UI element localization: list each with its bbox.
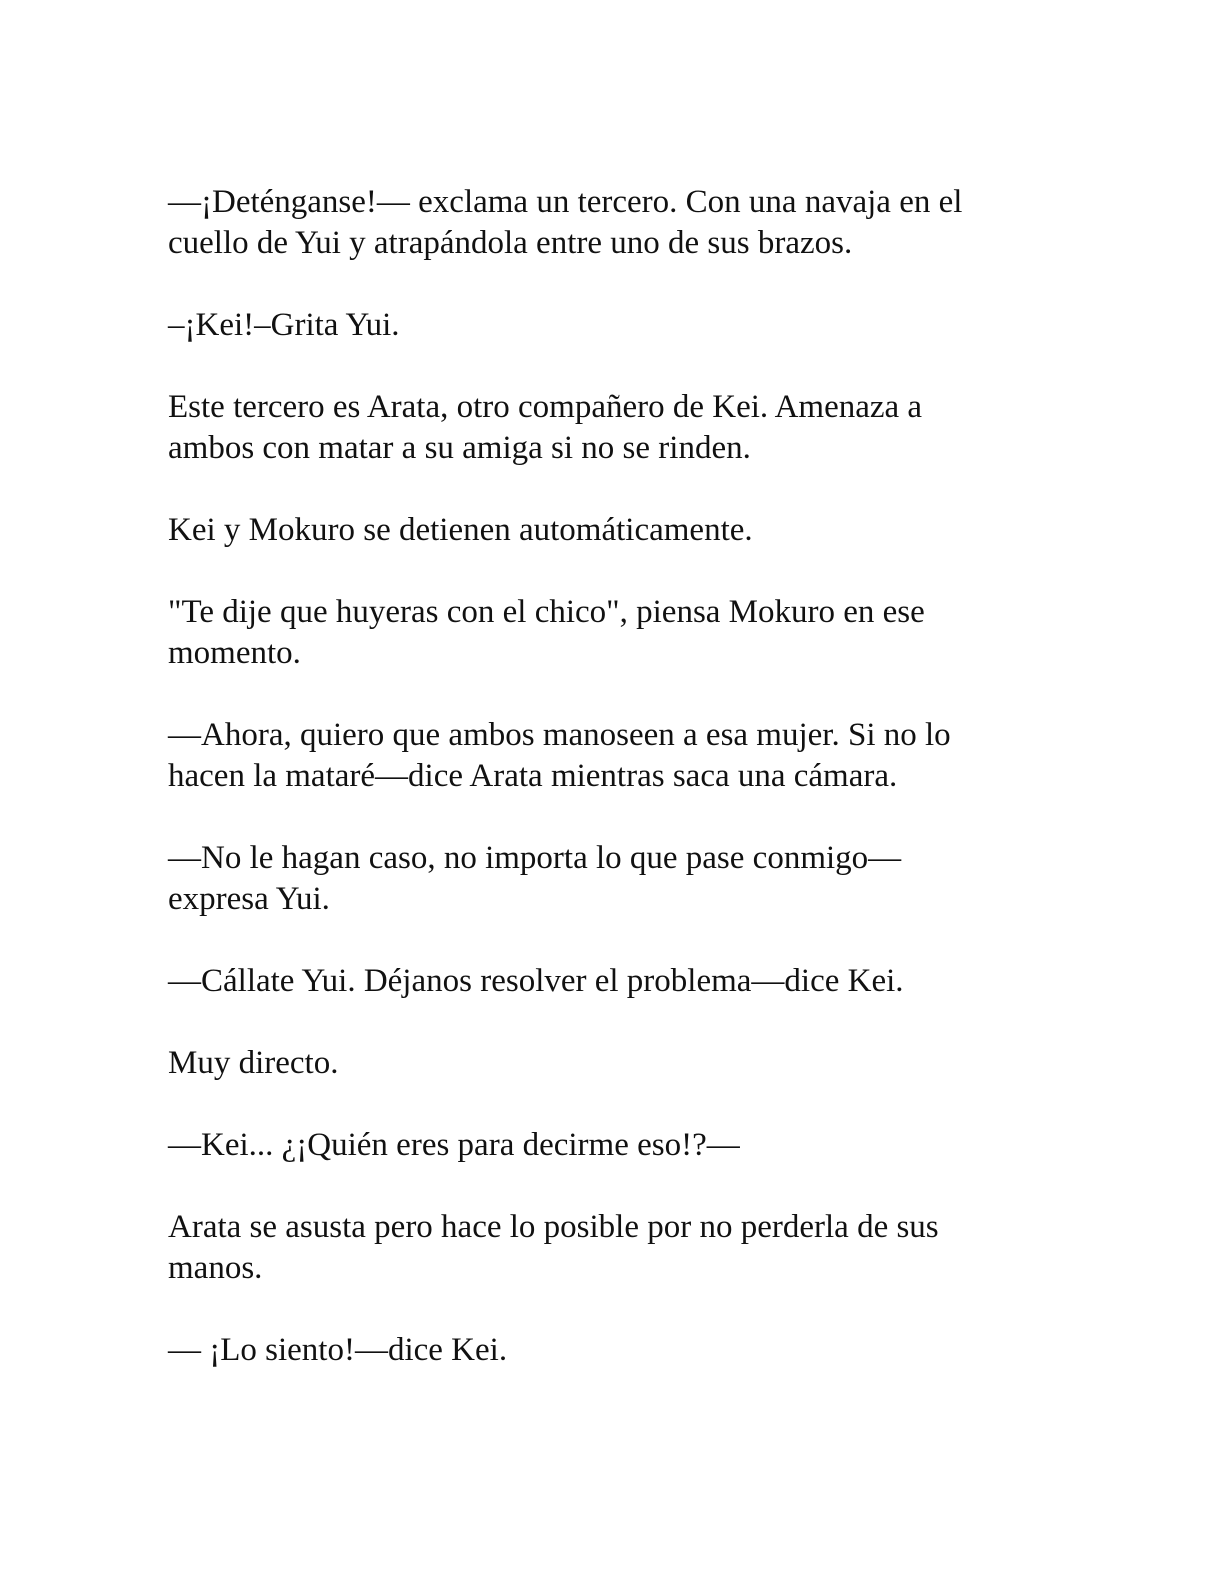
paragraph-line: Arata se asusta pero hace lo posible por no perderla de sus: [168, 1209, 939, 1245]
paragraph-line: —Kei... ¿¡Quién eres para decirme eso!?—: [168, 1127, 740, 1163]
paragraph-10: [168, 1125, 1048, 1166]
paragraph-line: —Cállate Yui. Déjanos resolver el problema—dice Kei.: [168, 963, 904, 999]
paragraph-line: —No le hagan caso, no importa lo que pase conmigo—: [168, 840, 902, 876]
paragraph-9: [168, 1043, 1048, 1084]
paragraph-line: –¡Kei!–Grita Yui.: [168, 307, 400, 343]
paragraph-line: — ¡Lo siento!—dice Kei.: [168, 1332, 508, 1368]
paragraph-line: "Te dije que huyeras con el chico", piensa Mokuro en ese: [168, 594, 925, 630]
paragraph-7: [168, 838, 1048, 920]
paragraph-line: —¡Deténganse!— exclama un tercero. Con una navaja en el: [168, 184, 963, 220]
paragraph-line: momento.: [168, 635, 301, 671]
paragraph-3: [168, 387, 1048, 469]
paragraph-5: [168, 592, 1048, 674]
paragraph-line: Este tercero es Arata, otro compañero de Kei. Amenaza a: [168, 389, 923, 425]
paragraph-6: [168, 715, 1048, 797]
paragraph-1: [168, 182, 1048, 264]
paragraph-line: —Ahora, quiero que ambos manoseen a esa mujer. Si no lo: [168, 717, 951, 753]
paragraph-line: cuello de Yui y atrapándola entre uno de sus brazos.: [168, 225, 853, 261]
paragraph-12: [168, 1330, 1048, 1371]
paragraph-11: [168, 1207, 1048, 1289]
paragraph-line: expresa Yui.: [168, 881, 330, 917]
paragraph-line: Kei y Mokuro se detienen automáticamente.: [168, 512, 753, 548]
paragraph-line: manos.: [168, 1250, 263, 1286]
paragraph-8: [168, 961, 1048, 1002]
document-page: [168, 182, 1048, 1412]
paragraph-4: [168, 510, 1048, 551]
paragraph-line: ambos con matar a su amiga si no se rinden.: [168, 430, 751, 466]
paragraph-2: [168, 305, 1048, 346]
paragraph-line: Muy directo.: [168, 1045, 339, 1081]
paragraph-line: hacen la mataré—dice Arata mientras saca una cámara.: [168, 758, 898, 794]
